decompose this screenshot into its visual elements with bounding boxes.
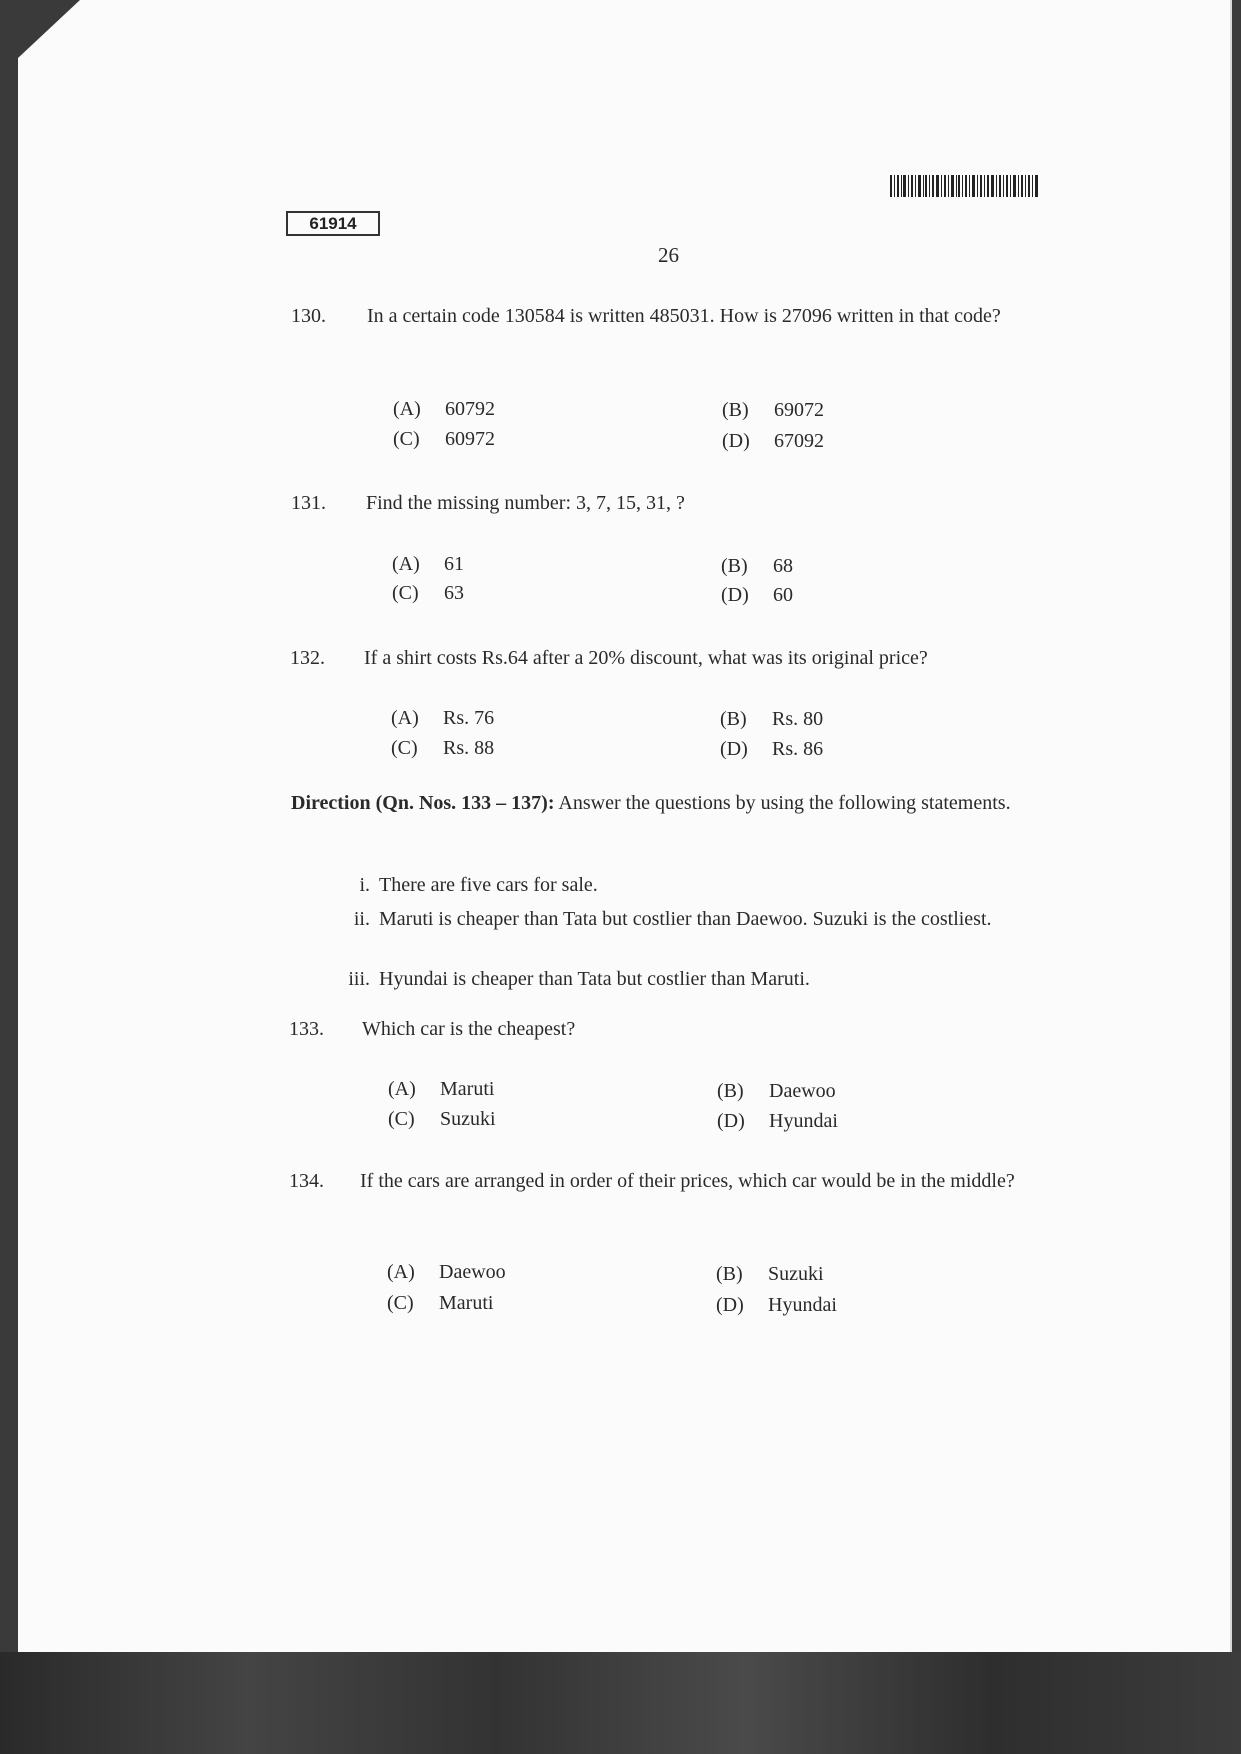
question-text: If a shirt costs Rs.64 after a 20% discount, what was its original price? [364, 647, 928, 669]
option-text: Hyundai [768, 1294, 837, 1316]
option-d: (D) Hyundai [717, 1110, 838, 1132]
option-text: Rs. 88 [443, 737, 495, 759]
option-b: (B) Daewoo [717, 1080, 836, 1102]
option-text: Maruti [439, 1292, 494, 1314]
question-number: 133. [289, 1018, 324, 1040]
question-text: If the cars are arranged in order of their prices, which car would be in the middle? [360, 1170, 1015, 1192]
option-text: Rs. 76 [443, 707, 495, 729]
option-a: (A) Daewoo [387, 1261, 506, 1283]
option-c: (C) 60972 [393, 428, 495, 450]
option-text: Rs. 80 [772, 708, 824, 730]
option-c: (C) Rs. 88 [391, 737, 495, 759]
option-c: (C) Maruti [387, 1292, 494, 1314]
question-number: 132. [290, 647, 325, 669]
option-a: (A) Maruti [388, 1078, 495, 1100]
exam-page: 61914 26 130. In a certain code 130584 is written 485031. How is 27096 written in that code? (A) 60792 (B) 69072 (C) 60972 (D) 67092 131. Find the missing number: 3, 7, 15, 31, ? (A) 61 (B) 68 (C) 63 (D) 60 132. If a shirt costs Rs.64 after a 20% discount, what was its original price? (A) Rs. 76 (B) Rs. 80 (C) Rs. 88 (D) Rs. 86 Direction (Qn. Nos. 133 – 137): Answer the questions by using the following statements. i. There are five cars for sale. ii. Maruti is cheaper than Tata but costlier than Daewoo. Suzuki is the costliest. iii. Hyundai is cheaper than Tata but costlier than Maruti. 133. Which car is the cheapest? (A) Maruti (B) Daewoo (C) Suzuki (D) Hyundai 134. If the cars are arranged in order of their prices, which car would be in the middle? (A) Daewoo (B) Suzuki (C) Maruti (D) Hyundai [18, 0, 1232, 1652]
option-b: (B) Rs. 80 [720, 708, 824, 730]
option-text: 60792 [445, 398, 495, 420]
question-text: Which car is the cheapest? [362, 1018, 576, 1040]
question-text: Find the missing number: 3, 7, 15, 31, ? [366, 492, 685, 514]
option-text: 69072 [774, 399, 824, 421]
option-a: (A) 61 [392, 553, 464, 575]
option-c: (C) 63 [392, 582, 464, 604]
option-text: 67092 [774, 430, 824, 452]
option-b: (B) Suzuki [716, 1263, 824, 1285]
option-a: (A) 60792 [393, 398, 495, 420]
option-d: (D) Hyundai [716, 1294, 837, 1316]
page-number: 26 [658, 243, 679, 267]
option-b: (B) 69072 [722, 399, 824, 421]
folded-corner [18, 0, 80, 58]
question-text: In a certain code 130584 is written 485031. How is 27096 written in that code? [367, 305, 1001, 327]
option-text: 68 [773, 555, 793, 577]
option-text: 63 [444, 582, 464, 604]
option-d: (D) 60 [721, 584, 793, 606]
option-b: (B) 68 [721, 555, 793, 577]
direction-block [291, 790, 1061, 816]
barcode-icon [890, 175, 1040, 197]
option-a: (A) Rs. 76 [391, 707, 495, 729]
option-text: Hyundai [769, 1110, 838, 1132]
option-text: 60 [773, 584, 793, 606]
option-text: Maruti [440, 1078, 495, 1100]
direction-heading: Direction (Qn. Nos. 133 – 137): [291, 792, 555, 814]
option-d: (D) Rs. 86 [720, 738, 824, 760]
scanner-background [0, 1652, 1241, 1754]
option-text: Suzuki [440, 1108, 496, 1130]
option-text: Suzuki [768, 1263, 824, 1285]
option-text: 61 [444, 553, 464, 575]
option-text: 60972 [445, 428, 495, 450]
option-text: Daewoo [439, 1261, 506, 1283]
option-d: (D) 67092 [722, 430, 824, 452]
question-number: 130. [291, 305, 326, 327]
question-number: 134. [289, 1170, 324, 1192]
question-number: 131. [291, 492, 326, 514]
direction-text: Answer the questions by using the following statements. [558, 792, 1011, 814]
option-text: Rs. 86 [772, 738, 824, 760]
option-text: Daewoo [769, 1080, 836, 1102]
paper-code-box: 61914 [286, 211, 380, 236]
option-c: (C) Suzuki [388, 1108, 496, 1130]
